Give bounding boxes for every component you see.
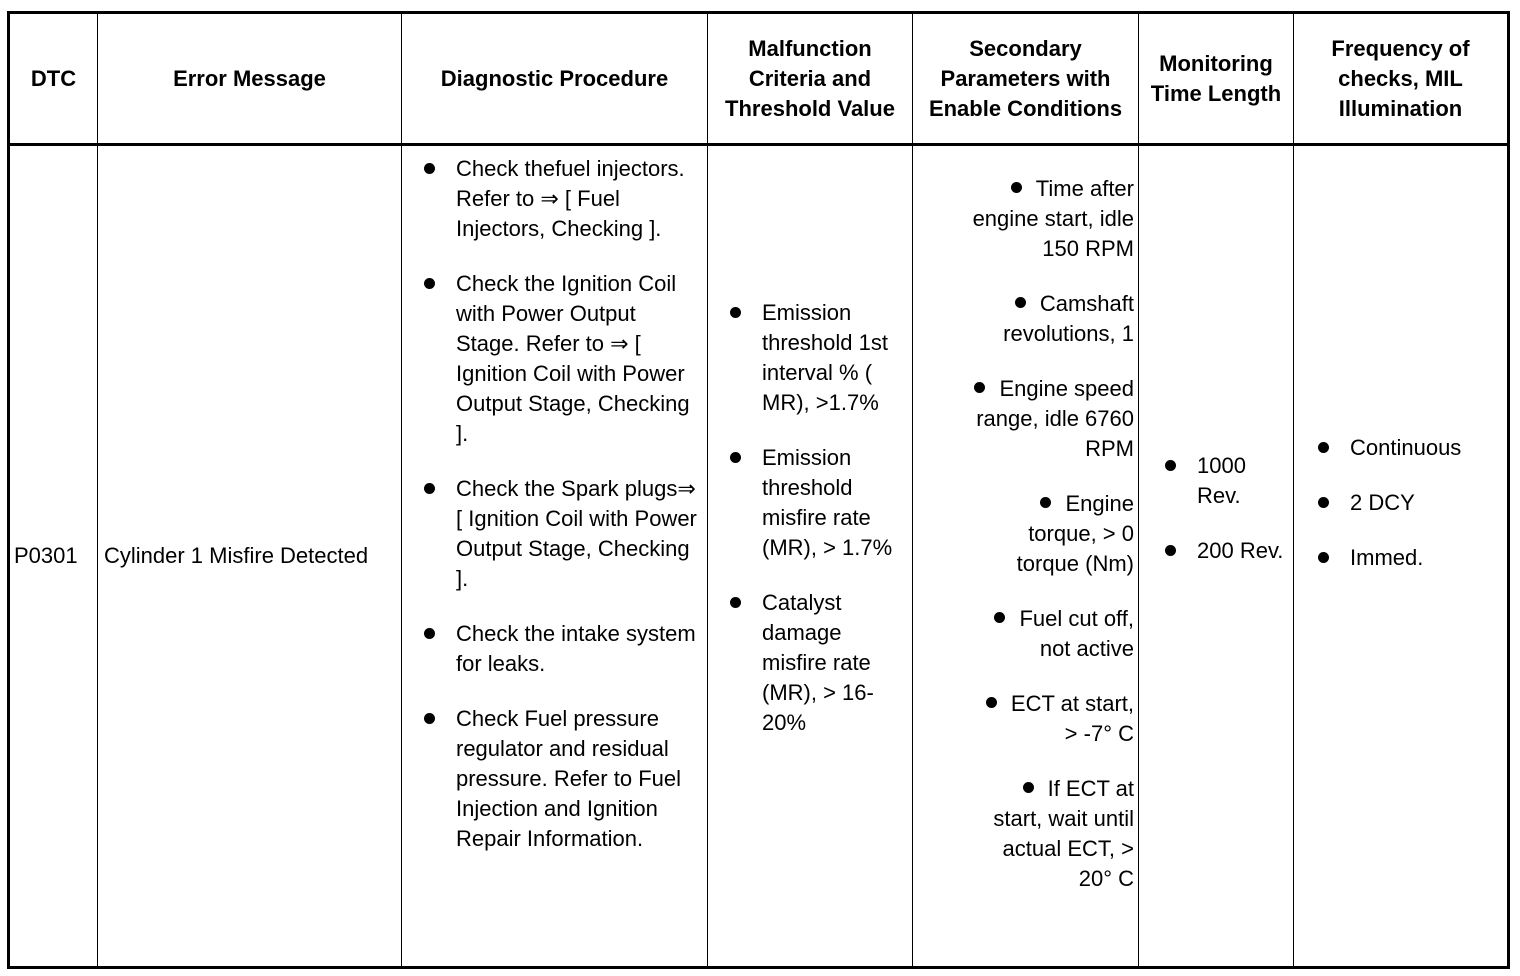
bullet-icon (1318, 497, 1329, 508)
list-item (420, 269, 701, 449)
list-item (726, 298, 908, 418)
bullet-icon (1040, 497, 1051, 508)
diagnostic-procedure-list (420, 154, 701, 854)
list-item (933, 774, 1134, 894)
header-monitoring-time: Monitoring Time Length (1139, 13, 1294, 145)
header-diagnostic-procedure: Diagnostic Procedure (402, 13, 708, 145)
bullet-icon (974, 382, 985, 393)
dtc-table-frame (7, 11, 1507, 969)
list-item-text: Engine torque, > 0 torque (Nm) (1016, 491, 1134, 576)
list-item-text: 1000 Rev. (1197, 453, 1246, 508)
monitoring-time-cell (1139, 145, 1294, 968)
header-secondary-parameters: Secondary Parameters with Enable Conditions (913, 13, 1139, 145)
error-message: Cylinder 1 Misfire Detected (98, 145, 402, 968)
list-item-text: Check Fuel pressure regulator and residual pressure. Refer to Fuel Injection and Ignition Repair Information. (456, 706, 681, 851)
list-item (726, 588, 908, 738)
list-item (933, 689, 1134, 749)
header-dtc: DTC (9, 13, 98, 145)
header-row (9, 13, 1509, 145)
bullet-icon (1318, 552, 1329, 563)
list-item (933, 289, 1134, 349)
list-item-text: ECT at start, > -7° C (1010, 691, 1134, 746)
frequency-cell (1294, 145, 1509, 968)
list-item-text: Emission threshold 1st interval % ( MR), >1.7% (762, 300, 888, 415)
bullet-icon (424, 278, 435, 289)
malfunction-criteria-cell (708, 145, 913, 968)
bullet-icon (424, 713, 435, 724)
list-item (1161, 451, 1289, 511)
list-item (1161, 536, 1289, 566)
frequency-list (1314, 433, 1503, 573)
list-item-text: If ECT at start, wait until actual ECT, > 20° C (993, 776, 1134, 891)
bullet-icon (424, 163, 435, 174)
bullet-icon (424, 628, 435, 639)
secondary-parameters-cell (913, 145, 1139, 968)
list-item (420, 704, 701, 854)
list-item-text: Camshaft revolutions, 1 (1003, 291, 1134, 346)
bullet-icon (730, 597, 741, 608)
bullet-icon (1165, 545, 1176, 556)
list-item-text: Check the Spark plugs⇒ [ Ignition Coil with Power Output Stage, Checking ]. (456, 476, 697, 591)
diagnostic-procedure-cell (402, 145, 708, 968)
header-frequency: Frequency of checks, MIL Illumination (1294, 13, 1509, 145)
bullet-icon (730, 307, 741, 318)
bullet-icon (1015, 297, 1026, 308)
list-item (726, 443, 908, 563)
list-item-text: Check the intake system for leaks. (456, 621, 696, 676)
malfunction-criteria-list (726, 298, 908, 738)
list-item-text: 200 Rev. (1197, 538, 1284, 563)
list-item (933, 174, 1134, 264)
bullet-icon (994, 612, 1005, 623)
list-item (1314, 543, 1503, 573)
bullet-icon (424, 483, 435, 494)
list-item-text: Check thefuel injectors. Refer to ⇒ [ Fuel Injectors, Checking ]. (456, 156, 685, 241)
list-item (1314, 433, 1503, 463)
list-item-text: Continuous (1350, 434, 1462, 460)
header-error-message: Error Message (98, 13, 402, 145)
header-malfunction-criteria: Malfunction Criteria and Threshold Value (708, 13, 913, 145)
list-item (420, 474, 701, 594)
bullet-icon (1011, 182, 1022, 193)
list-item-text: Fuel cut off, not active (1019, 606, 1134, 661)
list-item (420, 619, 701, 679)
list-item-text: Engine speed range, idle 6760 RPM (976, 376, 1134, 461)
bullet-icon (1318, 442, 1329, 453)
list-item (933, 374, 1134, 464)
list-item-text: Immed. (1350, 544, 1424, 570)
list-item (1314, 488, 1503, 518)
dtc-table (7, 11, 1510, 969)
list-item (933, 604, 1134, 664)
bullet-icon (730, 452, 741, 463)
bullet-icon (1023, 782, 1034, 793)
bullet-icon (986, 697, 997, 708)
secondary-parameters-list (933, 174, 1134, 894)
monitoring-time-list (1161, 451, 1289, 566)
list-item (420, 154, 701, 244)
dtc-code: P0301 (9, 145, 98, 968)
bullet-icon (1165, 460, 1176, 471)
list-item-text: 2 DCY (1350, 489, 1415, 515)
list-item-text: Emission threshold misfire rate (MR), > 1.7% (762, 445, 893, 560)
list-item-text: Check the Ignition Coil with Power Output Stage. Refer to ⇒ [ Ignition Coil with Power Output Stage, Checking ]. (456, 271, 690, 446)
table-row (9, 145, 1509, 968)
list-item-text: Time after engine start, idle 150 RPM (972, 176, 1134, 261)
list-item-text: Catalyst damage misfire rate (MR), > 16-20% (762, 590, 874, 735)
list-item (933, 489, 1134, 579)
